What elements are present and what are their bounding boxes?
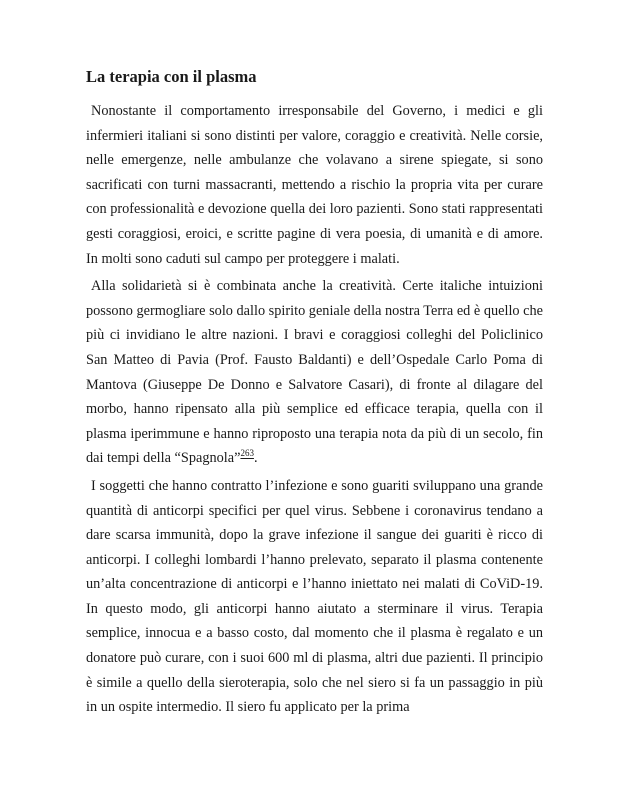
paragraph-3: I soggetti che hanno contratto l’infezione e sono guariti sviluppano una grande quantità di anticorpi specifici per quel virus. Sebbene i coronavirus tendano a dare scarsa immunità, dopo la grave infezione il sangue dei guariti è ricco di anticorpi. I colleghi lombardi l’hanno prelevato, separato il plasma contenente un’alta concentrazione di anticorpi e l’hanno iniettato nei malati di CoViD-19. In questo modo, gli anticorpi hanno aiutato a sterminare il virus. Terapia semplice, innocua e a basso costo, dal momento che il plasma è regalato e un donatore può curare, con i suoi 600 ml di plasma, altri due pazienti. Il principio è simile a quello della sieroterapia, solo che nel siero si fa un passaggio in più in un ospite intermedio. Il siero fu applicato per la prima xyxy=(86,477,543,716)
paragraph-2 xyxy=(86,274,543,471)
footnote-reference[interactable]: 263 xyxy=(240,448,254,459)
paragraph-2-text: Alla solidarietà si è combinata anche la creatività. Certe italiche intuizioni possono germogliare solo dallo spirito geniale della nostra Terra ed è quello che più ci invidiano le altre nazioni. I bravi e coraggiosi colleghi del Policlinico San Matteo di Pavia (Prof. Fausto Baldanti) e dell’Ospedale Carlo Poma di Mantova (Giuseppe De Donno e Salvatore Casari), di fronte al dilagare del morbo, hanno ripensato alla più semplice ed efficace terapia, quella con il plasma iperimmune e hanno riproposto una terapia nota da più di un secolo, fin dai tempi della “Spagnola” xyxy=(86,278,543,467)
paragraph-1: Nonostante il comportamento irresponsabile del Governo, i medici e gli infermieri italiani si sono distinti per valore, coraggio e creatività. Nelle corsie, nelle emergenze, nelle ambulanze che volavano a sirene spiegate, si sono sacrificati con turni massacranti, mettendo a rischio la propria vita per curare con professionalità e devozione quella dei loro pazienti. Sono stati rappresentati gesti coraggiosi, eroici, e scritte pagine di vera poesia, di umanità e di amore. In molti sono caduti sul campo per proteggere i malati. xyxy=(86,103,543,267)
document-page xyxy=(86,66,543,723)
paragraph-2-tail: . xyxy=(253,450,258,467)
section-title: La terapia con il plasma xyxy=(86,67,257,86)
